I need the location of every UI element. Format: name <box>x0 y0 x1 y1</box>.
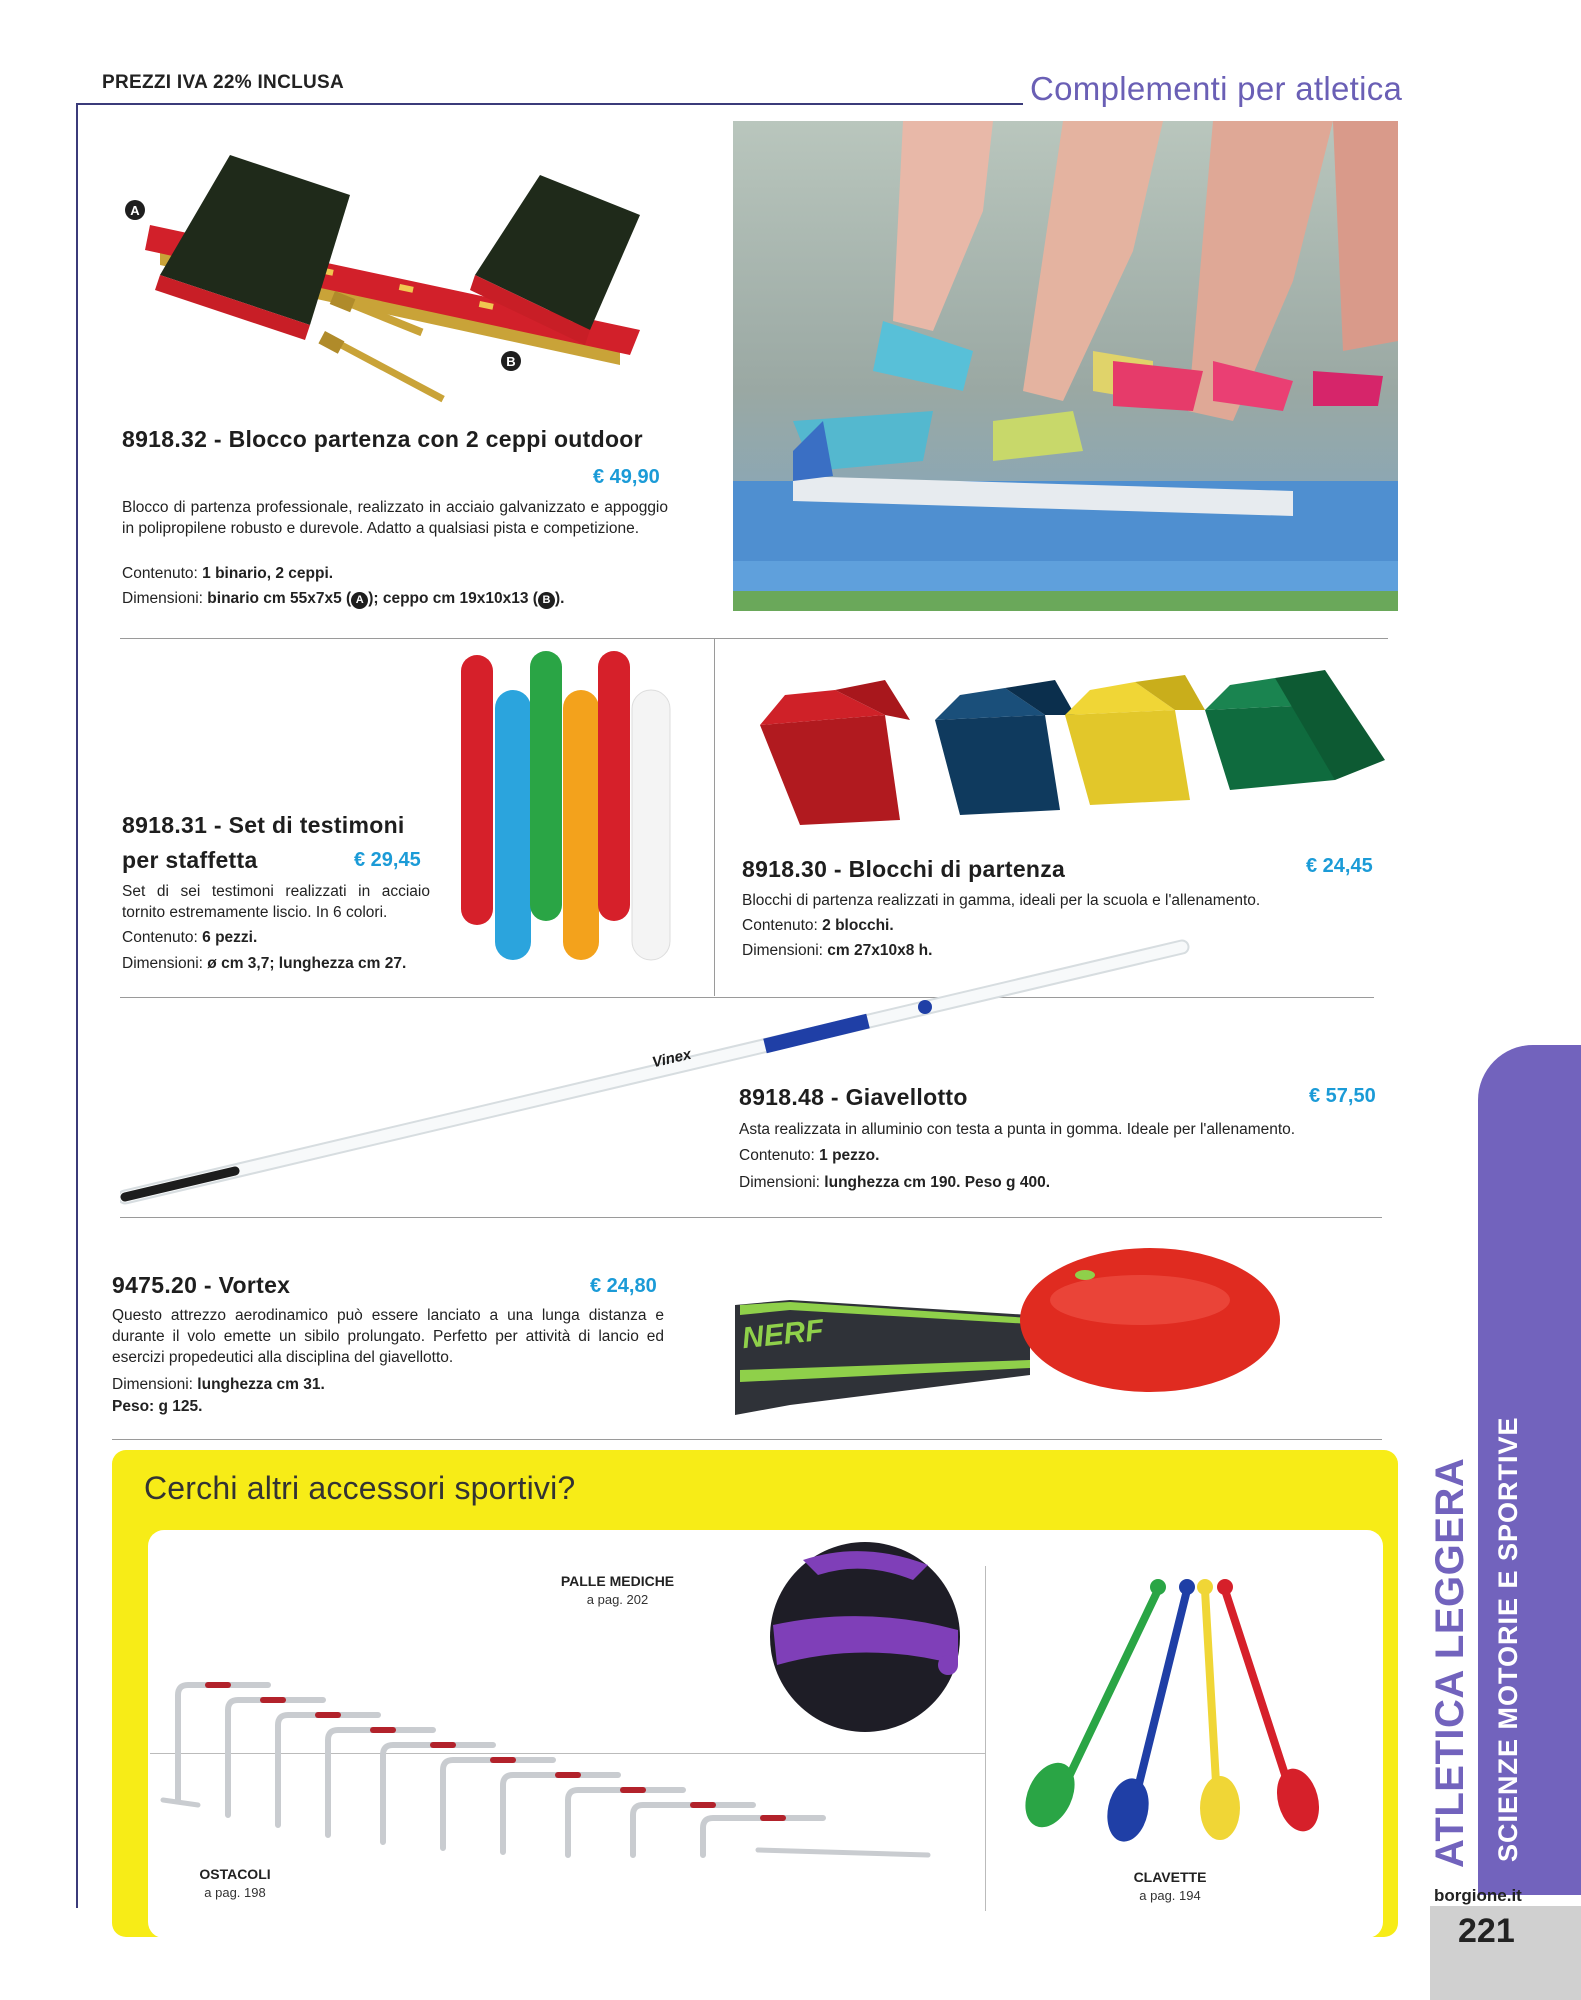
product-dim-blocchi: Dimensioni: cm 27x10x8 h. <box>742 942 933 959</box>
product-content-blocchi: Contenuto: 2 blocchi. <box>742 917 894 934</box>
footer-url[interactable]: borgione.it <box>1434 1886 1522 1905</box>
product-dim-blocco: Dimensioni: binario cm 55x7x5 ( A ); ceppo cm 19x10x13 ( B ). <box>122 590 565 607</box>
product-desc-blocco: Blocco di partenza professionale, realizzato in acciaio galvanizzato e appoggio in polipropilene robusto e durevole. Adatto a qualsiasi pista e competizione. <box>122 499 668 537</box>
product-content-blocco: Contenuto: 1 binario, 2 ceppi. <box>122 565 334 582</box>
product-title-testimoni-1: 8918.31 - Set di testimoni <box>122 812 405 838</box>
starting-blocks-image <box>755 660 1390 825</box>
clubs-image[interactable] <box>1010 1575 1350 1845</box>
promo-page-palle-mediche: a pag. 202 <box>586 1592 649 1607</box>
starting-block-image <box>120 115 680 415</box>
product-desc-giavellotto: Asta realizzata in alluminio con testa a punta in gomma. Ideale per l'allenamento. <box>739 1121 1296 1138</box>
vortex-brand-print: NERF <box>740 1313 826 1356</box>
left-margin-rule <box>76 103 78 1908</box>
product-price-testimoni: € 29,45 <box>354 849 421 871</box>
dim-badge-b: B <box>538 592 555 609</box>
row-separator-3 <box>120 1217 1382 1218</box>
relay-batons-image <box>455 645 685 970</box>
product-weight-vortex: Peso: g 125. <box>112 1398 203 1415</box>
product-content-giavellotto: Contenuto: 1 pezzo. <box>739 1147 880 1164</box>
product-dim-vortex: Dimensioni: lunghezza cm 31. <box>112 1376 325 1393</box>
image-badge-b: B <box>501 351 521 371</box>
product-desc-blocchi: Blocchi di partenza realizzati in gamma, ideali per la scuola e l'allenamento. <box>742 892 1261 909</box>
promo-page-ostacoli: a pag. 198 <box>204 1885 266 1900</box>
product-title-blocchi: 8918.30 - Blocchi di partenza <box>742 856 1066 882</box>
product-title-giavellotto: 8918.48 - Giavellotto <box>739 1084 968 1110</box>
product-price-blocchi: € 24,45 <box>1306 855 1373 877</box>
javelin-brand-print: Vinex <box>650 1045 693 1072</box>
product-dim-giavellotto: Dimensioni: lunghezza cm 190. Peso g 400. <box>739 1174 1051 1191</box>
page-number: 221 <box>1458 1912 1515 1950</box>
hurdles-image[interactable] <box>158 1680 938 1860</box>
product-title-vortex: 9475.20 - Vortex <box>112 1272 291 1298</box>
product-content-testimoni: Contenuto: 6 pezzi. <box>122 929 258 946</box>
product-desc-testimoni: Set di sei testimoni realizzati in acciaio tornito estremamente liscio. In 6 colori. <box>122 883 430 921</box>
row-separator-1 <box>120 638 1388 639</box>
product-desc-vortex: Questo attrezzo aerodinamico può essere lanciato a una lunga distanza e durante il volo emette un sibilo prolungato. Perfetto per attività di lancio ed esercizi propedeutici alla disciplina del giavellotto. <box>112 1307 664 1366</box>
image-badge-a: A <box>125 200 145 220</box>
promo-label-ostacoli[interactable]: OSTACOLI <box>199 1866 271 1882</box>
product-title-blocco: 8918.32 - Blocco partenza con 2 ceppi outdoor <box>122 426 643 452</box>
product-title-testimoni-2: per staffetta <box>122 847 258 873</box>
promo-title: Cerchi altri accessori sportivi? <box>144 1470 576 1506</box>
promo-label-clavette[interactable]: CLAVETTE <box>1133 1869 1207 1885</box>
product-price-giavellotto: € 57,50 <box>1309 1085 1376 1107</box>
side-section-label: SCIENZE MOTORIE E SPORTIVE <box>1493 1416 1523 1862</box>
section-title: Complementi per atletica <box>1030 70 1403 107</box>
promo-page-clavette: a pag. 194 <box>1139 1888 1201 1903</box>
product-price-vortex: € 24,80 <box>590 1275 657 1297</box>
header-rule <box>78 103 1023 105</box>
athletes-start-photo <box>733 121 1398 611</box>
vat-note: PREZZI IVA 22% INCLUSA <box>102 72 345 93</box>
side-category-label: ATLETICA LEGGERA <box>1428 1457 1472 1868</box>
dim-badge-a: A <box>351 592 368 609</box>
product-dim-testimoni: Dimensioni: ø cm 3,7; lunghezza cm 27. <box>122 955 407 972</box>
promo-column-separator <box>985 1566 986 1911</box>
row-separator-4 <box>112 1439 1382 1440</box>
product-price-blocco: € 49,90 <box>593 466 660 488</box>
promo-label-palle-mediche[interactable]: PALLE MEDICHE <box>560 1573 675 1589</box>
